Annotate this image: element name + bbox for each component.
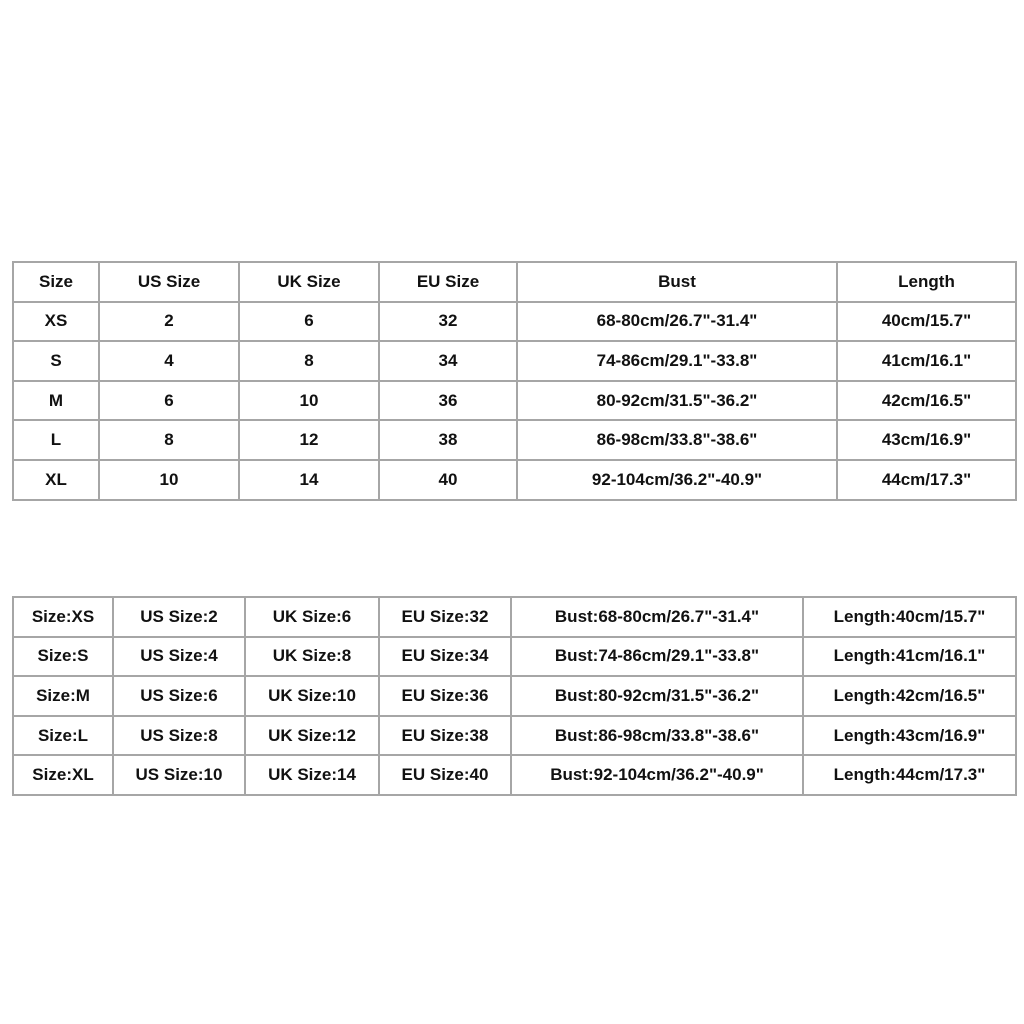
header-cell-length: Length (837, 262, 1016, 302)
cell-eu-size: EU Size:32 (379, 597, 511, 637)
table-row (13, 755, 1016, 795)
table-row (13, 341, 1016, 381)
cell-uk-size: UK Size:8 (245, 637, 379, 677)
cell-size: Size:M (13, 676, 113, 716)
table-header-row (13, 262, 1016, 302)
cell-length: 41cm/16.1" (837, 341, 1016, 381)
cell-length: Length:43cm/16.9" (803, 716, 1016, 756)
cell-uk-size: UK Size:14 (245, 755, 379, 795)
cell-bust: 68-80cm/26.7"-31.4" (517, 302, 837, 342)
cell-bust: 74-86cm/29.1"-33.8" (517, 341, 837, 381)
cell-size: M (13, 381, 99, 421)
table-row (13, 637, 1016, 677)
cell-us-size: 4 (99, 341, 239, 381)
cell-uk-size: 6 (239, 302, 379, 342)
table-row (13, 676, 1016, 716)
cell-us-size: 10 (99, 460, 239, 500)
cell-eu-size: 34 (379, 341, 517, 381)
cell-eu-size: EU Size:36 (379, 676, 511, 716)
table-row (13, 420, 1016, 460)
cell-length: 44cm/17.3" (837, 460, 1016, 500)
header-cell-uk-size: UK Size (239, 262, 379, 302)
cell-bust: 92-104cm/36.2"-40.9" (517, 460, 837, 500)
cell-uk-size: 14 (239, 460, 379, 500)
cell-eu-size: 38 (379, 420, 517, 460)
cell-us-size: 2 (99, 302, 239, 342)
cell-length: Length:41cm/16.1" (803, 637, 1016, 677)
header-cell-us-size: US Size (99, 262, 239, 302)
cell-eu-size: EU Size:34 (379, 637, 511, 677)
size-chart-table (12, 261, 1017, 501)
cell-bust: 80-92cm/31.5"-36.2" (517, 381, 837, 421)
cell-eu-size: EU Size:40 (379, 755, 511, 795)
cell-length: 43cm/16.9" (837, 420, 1016, 460)
cell-length: Length:44cm/17.3" (803, 755, 1016, 795)
cell-us-size: US Size:10 (113, 755, 245, 795)
cell-size: Size:XS (13, 597, 113, 637)
cell-uk-size: UK Size:12 (245, 716, 379, 756)
cell-eu-size: 32 (379, 302, 517, 342)
cell-size: XL (13, 460, 99, 500)
cell-bust: Bust:80-92cm/31.5"-36.2" (511, 676, 803, 716)
table-row (13, 716, 1016, 756)
cell-size: Size:S (13, 637, 113, 677)
cell-us-size: US Size:2 (113, 597, 245, 637)
cell-uk-size: 8 (239, 341, 379, 381)
cell-length: Length:42cm/16.5" (803, 676, 1016, 716)
cell-uk-size: UK Size:6 (245, 597, 379, 637)
header-cell-eu-size: EU Size (379, 262, 517, 302)
table-row (13, 302, 1016, 342)
cell-bust: Bust:68-80cm/26.7"-31.4" (511, 597, 803, 637)
cell-us-size: 6 (99, 381, 239, 421)
cell-size: Size:L (13, 716, 113, 756)
cell-bust: Bust:74-86cm/29.1"-33.8" (511, 637, 803, 677)
header-cell-size: Size (13, 262, 99, 302)
header-cell-bust: Bust (517, 262, 837, 302)
cell-us-size: 8 (99, 420, 239, 460)
cell-size: S (13, 341, 99, 381)
cell-us-size: US Size:6 (113, 676, 245, 716)
labeled-size-chart-table (12, 596, 1017, 796)
cell-length: 42cm/16.5" (837, 381, 1016, 421)
cell-bust: Bust:92-104cm/36.2"-40.9" (511, 755, 803, 795)
cell-length: 40cm/15.7" (837, 302, 1016, 342)
cell-size: XS (13, 302, 99, 342)
cell-us-size: US Size:4 (113, 637, 245, 677)
cell-bust: Bust:86-98cm/33.8"-38.6" (511, 716, 803, 756)
cell-us-size: US Size:8 (113, 716, 245, 756)
cell-eu-size: 36 (379, 381, 517, 421)
cell-eu-size: EU Size:38 (379, 716, 511, 756)
table-row (13, 460, 1016, 500)
cell-uk-size: 10 (239, 381, 379, 421)
cell-eu-size: 40 (379, 460, 517, 500)
cell-size: L (13, 420, 99, 460)
cell-uk-size: UK Size:10 (245, 676, 379, 716)
table-row (13, 381, 1016, 421)
cell-bust: 86-98cm/33.8"-38.6" (517, 420, 837, 460)
table-row (13, 597, 1016, 637)
cell-uk-size: 12 (239, 420, 379, 460)
cell-size: Size:XL (13, 755, 113, 795)
cell-length: Length:40cm/15.7" (803, 597, 1016, 637)
